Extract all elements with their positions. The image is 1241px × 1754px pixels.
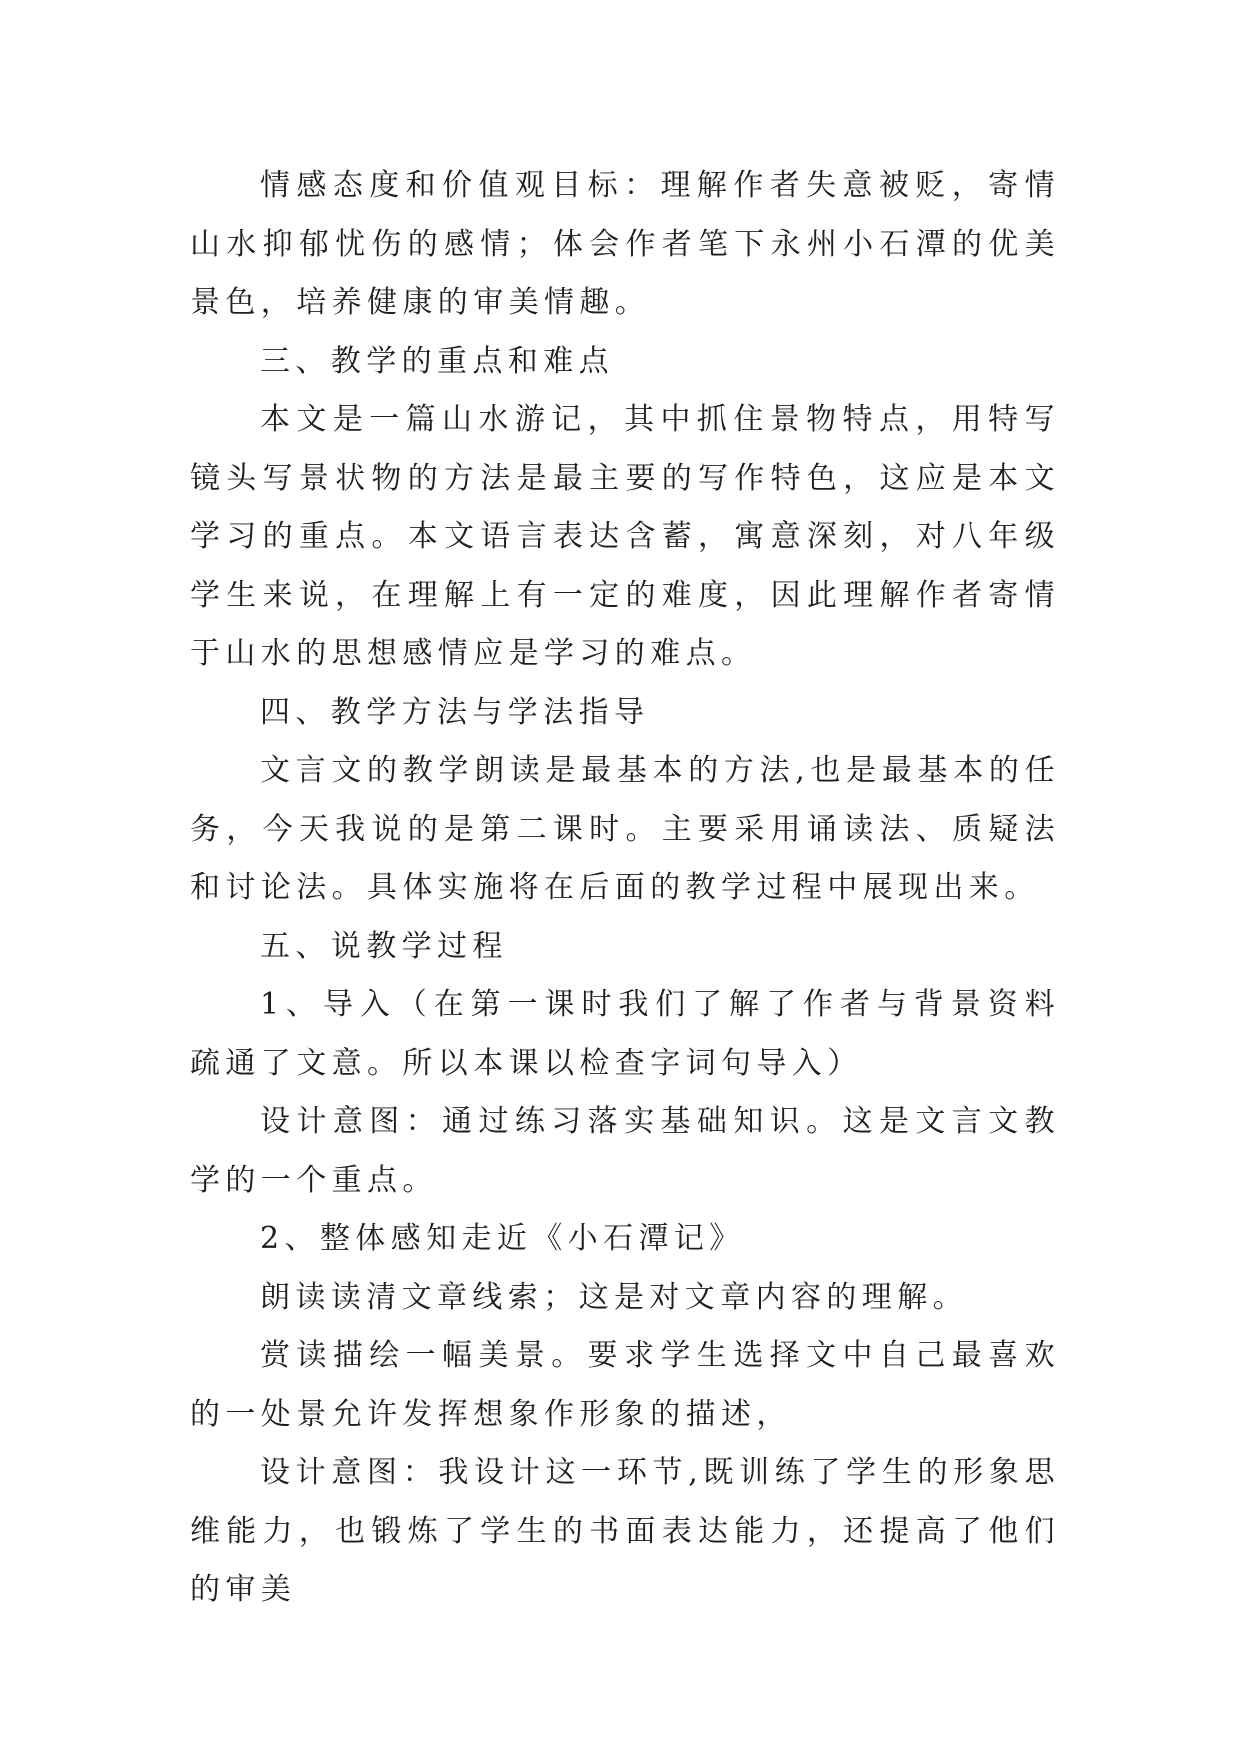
paragraph-emotion-goal: 情感态度和价值观目标：理解作者失意被贬，寄情山水抑郁忧伤的感情；体会作者笔下永州小石潭的优美景色，培养健康的审美情趣。 <box>190 168 1060 320</box>
paragraph-introduction: 1、导入（在第一课时我们了解了作者与背景资料疏通了文意。所以本课以检查字词句导入） <box>190 987 1060 1081</box>
paragraph-overall-perception: 2、整体感知走近《小石潭记》 <box>260 1221 745 1256</box>
paragraph-reading-clues: 朗读读清文章线索；这是对文章内容的理解。 <box>260 1279 968 1315</box>
heading-key-points: 三、教学的重点和难点 <box>260 343 614 379</box>
paragraph-appreciation: 赏读描绘一幅美景。要求学生选择文中自己最喜欢的一处景允许发挥想象作形象的描述， <box>190 1338 1060 1432</box>
document-body <box>190 157 1060 1620</box>
paragraph-design-intent-2: 设计意图：我设计这一环节,既训练了学生的形象思维能力，也锻炼了学生的书面表达能力，还提高了他们的审美 <box>190 1455 1060 1607</box>
paragraph-teaching-methods: 文言文的教学朗读是最基本的方法,也是最基本的任务，今天我说的是第二课时。主要采用诵读法、质疑法和讨论法。具体实施将在后面的教学过程中展现出来。 <box>190 753 1060 905</box>
paragraph-key-points: 本文是一篇山水游记，其中抓住景物特点，用特写镜头写景状物的方法是最主要的写作特色，这应是本文学习的重点。本文语言表达含蓄，寓意深刻，对八年级学生来说，在理解上有一定的难度，因此理解作者寄情于山水的思想感情应是学习的难点。 <box>190 402 1060 671</box>
paragraph-design-intent-1: 设计意图：通过练习落实基础知识。这是文言文教学的一个重点。 <box>190 1104 1060 1198</box>
heading-teaching-process: 五、说教学过程 <box>260 928 508 964</box>
heading-teaching-methods: 四、教学方法与学法指导 <box>260 694 650 730</box>
